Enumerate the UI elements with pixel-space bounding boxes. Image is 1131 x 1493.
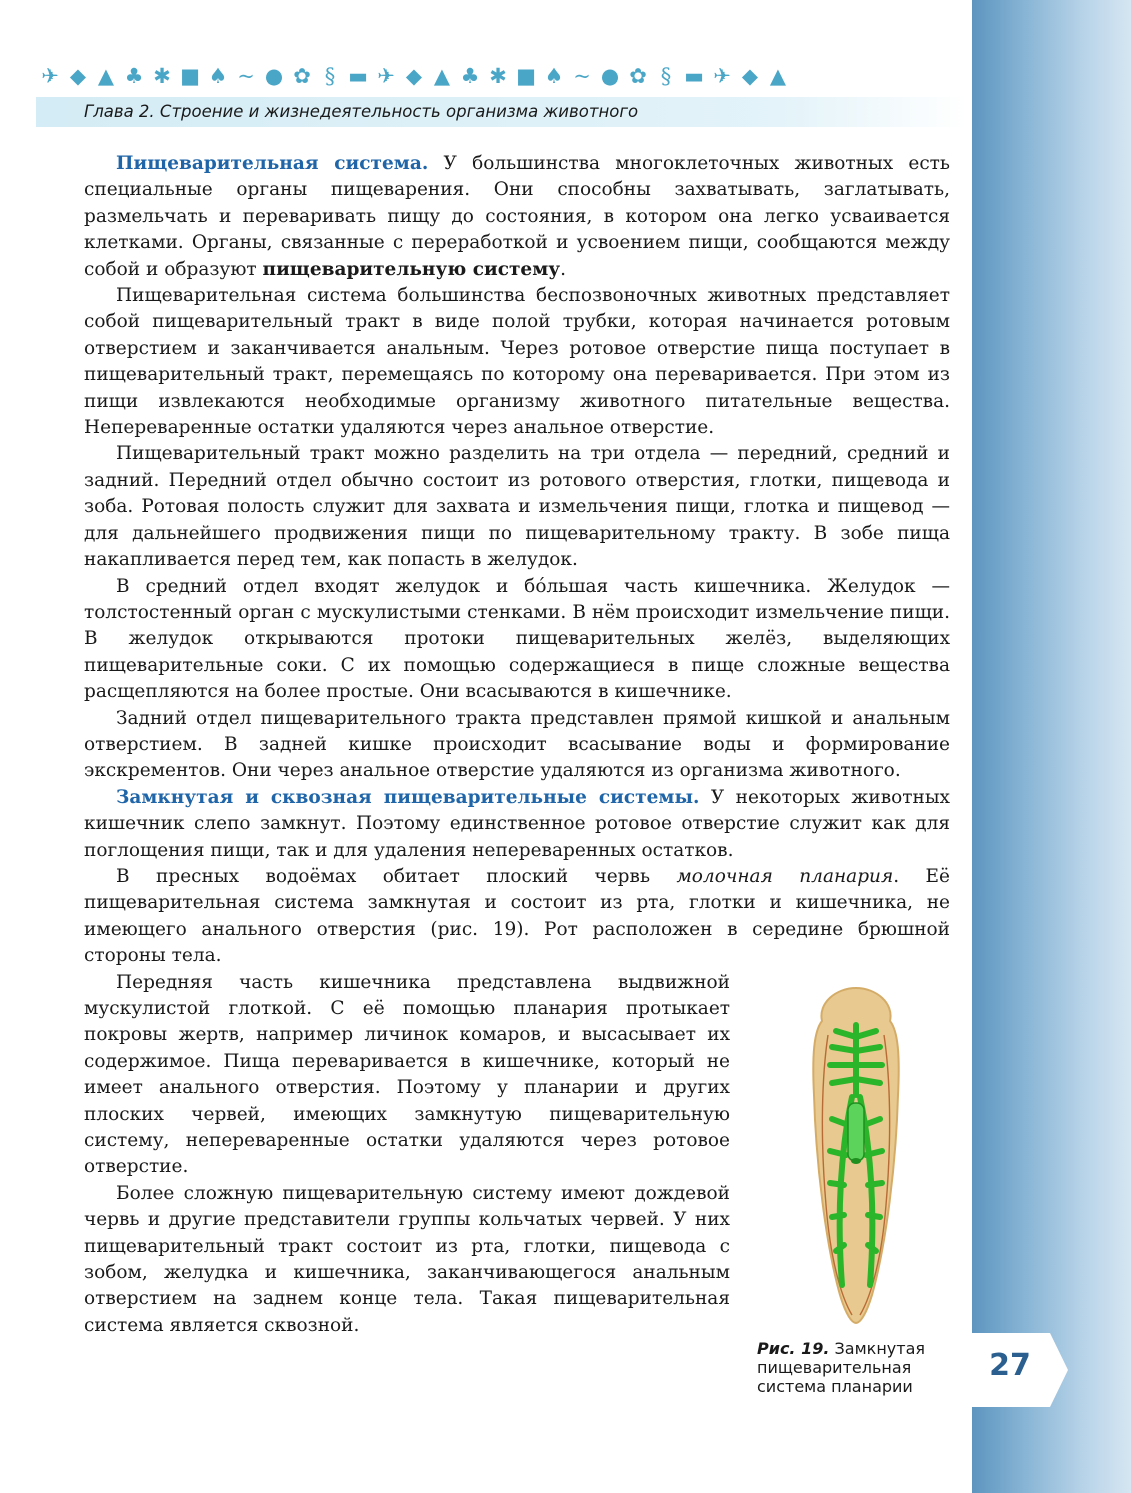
scorpion-icon: §: [660, 64, 672, 88]
key-term: пищеварительную систему: [262, 258, 561, 280]
insect-icon: ✱: [153, 64, 171, 88]
mouth: [851, 1158, 861, 1164]
caption-text: Замкнутая пищеварительная система планарии: [757, 1339, 925, 1396]
butterfly-icon: ✿: [293, 64, 311, 88]
paragraph: Более сложную пищеварительную систему имеют дождевой червь и другие представители группы кольчатых червей. У них пищеварительный тракт состоит из рта, глотки, пищевода с зобом, желудка и кишечника, заканчивающегося анальным отверстием на заднем конце тела. Такая пищеварительная система является сквозной.: [84, 1182, 730, 1336]
chapter-title: Глава 2. Строение и жизнедеятельность организма животного: [84, 102, 639, 121]
paragraph: Пищеварительный тракт можно разделить на три отдела — передний, средний и задний. Передний отдел обычно состоит из ротового отверстия, глотки, пищевода и зоба. Ротовая полость служит для захвата и измельчения пищи, глотка и пищевод — для дальнейшего продвижения пищи по пищеварительному тракту. В зобе пища накапливается перед тем, как попасть в желудок.: [84, 443, 950, 571]
fox-icon: ▲: [769, 64, 787, 88]
dog-icon: ▬: [684, 64, 704, 88]
scorpion-icon: §: [324, 64, 336, 88]
page-number: 27: [989, 1348, 1031, 1383]
animal-silhouettes-strip: [38, 62, 898, 90]
fish-icon: ◆: [69, 64, 87, 88]
dog-icon: ▬: [348, 64, 368, 88]
side-color-band: [972, 0, 1131, 1493]
section-heading: Замкнутая и сквозная пищеварительные системы.: [116, 786, 700, 808]
planaria-figure: [806, 985, 906, 1325]
bird-icon: ♣: [460, 64, 480, 88]
paragraph: Пищеварительная система. У большинства многоклеточных животных есть специальные органы пищеварения. Они способны захватывать, заглатывать, размельчать и переваривать пищу до состояния, в котором она легко усваивается клетками. Органы, связанные с переработкой и усвоением пищи, сообщаются между собой и образуют пищеварительную систему.: [84, 153, 950, 280]
section-heading: Пищеварительная система.: [116, 153, 429, 174]
paragraph: В пресных водоёмах обитает плоский червь молочная планария. Её пищеварительная система замкнутая и состоит из рта, глотки и кишечника, не имеющего анального отверстия (рис. 19). Рот расположен в середине брюшной стороны тела.: [84, 865, 950, 967]
bird-icon: ✈: [41, 64, 59, 88]
cat-icon: ♠: [544, 64, 564, 88]
fish-icon: ◆: [405, 64, 423, 88]
bull-icon: ■: [180, 64, 200, 88]
figure-label: Рис. 19.: [757, 1339, 830, 1358]
pharynx: [848, 1103, 864, 1161]
fish-icon: ◆: [741, 64, 759, 88]
butterfly-icon: ✿: [629, 64, 647, 88]
insect-icon: ✱: [489, 64, 507, 88]
cat-icon: ♠: [208, 64, 228, 88]
species-name: молочная планария: [676, 865, 894, 887]
paragraph: Замкнутая и сквозная пищеварительные системы. У некоторых животных кишечник слепо замкнут. Поэтому единственное ротовое отверстие служит как для поглощения пищи, так и для удаления непереваренных остатков.: [84, 786, 950, 861]
bull-icon: ■: [516, 64, 536, 88]
bird-icon: ♣: [124, 64, 144, 88]
lizard-icon: ~: [237, 64, 255, 88]
bird-icon: ✈: [377, 64, 395, 88]
bear-icon: ●: [264, 64, 284, 88]
bird-icon: ✈: [713, 64, 731, 88]
paragraph: Задний отдел пищеварительного тракта представлен прямой кишкой и анальным отверстием. В задней кишке происходит всасывание воды и формирование экскрементов. Они через анальное отверстие удаляются из организма животного.: [84, 707, 950, 782]
paragraph: Передняя часть кишечника представлена выдвижной мускулистой глоткой. С её помощью планария протыкает покровы жертв, например личинок комаров, и высасывает их содержимое. Пища переваривается в кишечнике, который не имеет анального отверстия. Поэтому у планарии и других плоских червей, имеющих замкнутую пищеварительную систему, непереваренные остатки удаляются через ротовое отверстие.: [84, 971, 730, 1178]
fox-icon: ▲: [433, 64, 451, 88]
fox-icon: ▲: [97, 64, 115, 88]
paragraph: Пищеварительная система большинства беспозвоночных животных представляет собой пищеварительный тракт в виде полой трубки, которая начинается ротовым отверстием и заканчивается анальным. Через ротовое отверстие пища поступает в пищеварительный тракт, перемещаясь по которому она переваривается. При этом из пищи извлекаются необходимые организму животного питательные вещества. Непереваренные остатки удаляются через анальное отверстие.: [84, 285, 950, 439]
lizard-icon: ~: [573, 64, 591, 88]
paragraph: В средний отдел входят желудок и бóльшая часть кишечника. Желудок — толстостенный орган с мускулистыми стенками. В нём происходит измельчение пищи. В желудок открываются протоки пищеварительных желёз, выделяющих пищеварительные соки. С их помощью содержащиеся в пище сложные вещества расщепляются на более простые. Они всасываются в кишечнике.: [84, 575, 950, 703]
figure-caption: [757, 1339, 957, 1396]
bear-icon: ●: [600, 64, 620, 88]
